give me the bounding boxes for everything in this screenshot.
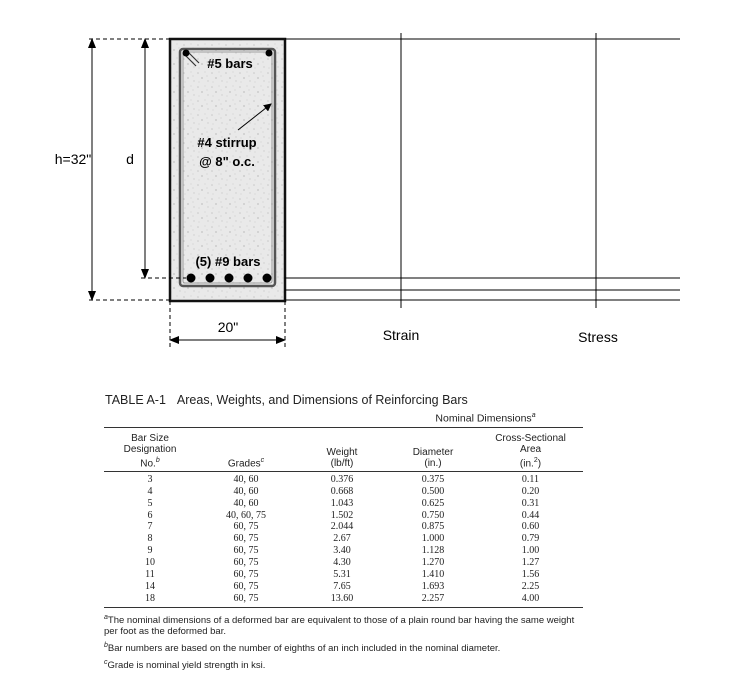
cell-grades: 60, 75 — [233, 545, 259, 557]
cell-area: 0.60 — [521, 521, 540, 533]
cell-area: 1.56 — [521, 569, 540, 581]
cell-grades: 60, 75 — [233, 533, 259, 545]
cell-grades: 60, 75 — [233, 521, 259, 533]
bottom-bar — [225, 274, 234, 283]
bottom-bar — [244, 274, 253, 283]
cell-diameter: 0.500 — [421, 485, 445, 497]
cell-weight: 2.044 — [330, 521, 354, 533]
top-bar — [266, 50, 273, 57]
table-number: TABLE A-1 — [105, 393, 166, 407]
col-header-area: Cross-Sectional Area (in.$^2$) — [478, 427, 583, 471]
cell-area: 0.44 — [521, 509, 540, 521]
cell-bar-size: 10 — [145, 557, 155, 569]
height-label: h=32" — [54, 151, 92, 167]
cell-grades: 40, 60, 75 — [226, 509, 266, 521]
depth-label: d — [126, 151, 134, 167]
rebar-table — [104, 410, 583, 608]
cell-bar-size: 7 — [147, 521, 153, 533]
footnote-c: $^c$Grade is nominal yield strength in ksi. — [104, 659, 266, 672]
cell-weight: 7.65 — [333, 580, 351, 592]
table-row — [104, 569, 583, 581]
top-bar — [183, 50, 190, 57]
cell-weight: 13.60 — [296, 593, 388, 607]
cell-grades: 60, 75 — [233, 569, 259, 581]
cell-area: 1.00 — [521, 545, 540, 557]
cell-bar-size: 9 — [147, 545, 153, 557]
bottom-bar — [187, 274, 196, 283]
stirrup-label-line2: @ 8" o.c. — [199, 154, 255, 169]
cell-area: 4.00 — [478, 593, 583, 607]
cell-bar-size: 6 — [147, 509, 153, 521]
bottom-bar — [263, 274, 272, 283]
cell-weight: 4.30 — [333, 557, 351, 569]
cell-weight: 2.67 — [333, 533, 351, 545]
cell-bar-size: 3 — [147, 473, 153, 485]
footnote-a: $^a$The nominal dimensions of a deformed bar are equivalent to those of a plain round bar having the same weight per foot as the deformed bar. — [104, 613, 575, 637]
cell-grades: 60, 75 — [233, 580, 259, 592]
table-row — [104, 498, 583, 510]
stirrup-label-line1: #4 stirrup — [197, 135, 257, 150]
table-footnotes — [104, 612, 589, 671]
cell-bar-size: 8 — [147, 533, 153, 545]
table-group-header-row — [104, 410, 583, 427]
top-bars-label: #5 bars — [207, 56, 253, 71]
cell-bar-size: 11 — [145, 569, 155, 581]
cell-grades: 40, 60 — [233, 473, 259, 485]
cell-bar-size: 4 — [147, 485, 153, 497]
cell-grades: 60, 75 — [196, 593, 296, 607]
col-header-weight: Weight (lb/ft) — [296, 427, 388, 471]
table-row — [104, 510, 583, 522]
col-header-diameter: Diameter (in.) — [388, 427, 478, 471]
cell-area: 2.25 — [521, 580, 540, 592]
cell-diameter: 0.375 — [421, 473, 445, 485]
cell-bar-size: 5 — [147, 497, 153, 509]
table-row — [104, 486, 583, 498]
col-header-grades: Grades$^c$ — [196, 427, 296, 471]
cell-area: 0.31 — [521, 497, 540, 509]
table-row — [104, 521, 583, 533]
cell-diameter: 0.875 — [421, 521, 445, 533]
cell-diameter: 0.750 — [421, 509, 445, 521]
cell-weight: 5.31 — [333, 569, 351, 581]
table-caption — [105, 393, 589, 407]
stress-label: Stress — [578, 329, 618, 345]
cell-bar-size: 18 — [104, 593, 196, 607]
cell-grades: 60, 75 — [233, 557, 259, 569]
table-row — [104, 593, 583, 607]
cell-area: 0.11 — [521, 473, 540, 485]
cell-diameter: 0.625 — [421, 497, 445, 509]
width-label: 20" — [217, 319, 239, 335]
table-row — [104, 533, 583, 545]
cell-diameter: 1.128 — [421, 545, 445, 557]
cell-grades: 40, 60 — [233, 485, 259, 497]
cell-diameter: 1.000 — [421, 533, 445, 545]
table-row — [104, 545, 583, 557]
cell-weight: 0.668 — [330, 485, 354, 497]
nominal-dimensions-header: Nominal Dimensions$^a$ — [388, 410, 583, 427]
table-row — [104, 471, 583, 485]
table-row — [104, 557, 583, 569]
cell-diameter: 1.270 — [421, 557, 445, 569]
strain-label: Strain — [382, 327, 420, 343]
cell-grades: 40, 60 — [233, 497, 259, 509]
cell-bar-size: 14 — [145, 580, 155, 592]
table-title: Areas, Weights, and Dimensions of Reinforcing Bars — [176, 393, 468, 407]
cell-weight: 1.043 — [330, 497, 354, 509]
table-body — [104, 471, 583, 607]
table-row — [104, 581, 583, 593]
footnote-b: $^b$Bar numbers are based on the number of eighths of an inch included in the nominal diameter. — [104, 641, 501, 655]
rebar-table-block — [104, 393, 589, 674]
bottom-bar — [206, 274, 215, 283]
cell-weight: 3.40 — [333, 545, 351, 557]
cell-diameter: 1.693 — [421, 580, 445, 592]
cell-diameter: 2.257 — [388, 593, 478, 607]
cell-area: 1.27 — [521, 557, 540, 569]
table-header-row — [104, 427, 583, 471]
col-header-bar-size: Bar Size Designation No.$^b$ — [104, 427, 196, 471]
cell-weight: 1.502 — [330, 509, 354, 521]
cell-weight: 0.376 — [330, 473, 354, 485]
cell-area: 0.79 — [521, 533, 540, 545]
bottom-bars-label: (5) #9 bars — [195, 254, 261, 269]
cell-diameter: 1.410 — [421, 569, 445, 581]
cell-area: 0.20 — [521, 485, 540, 497]
